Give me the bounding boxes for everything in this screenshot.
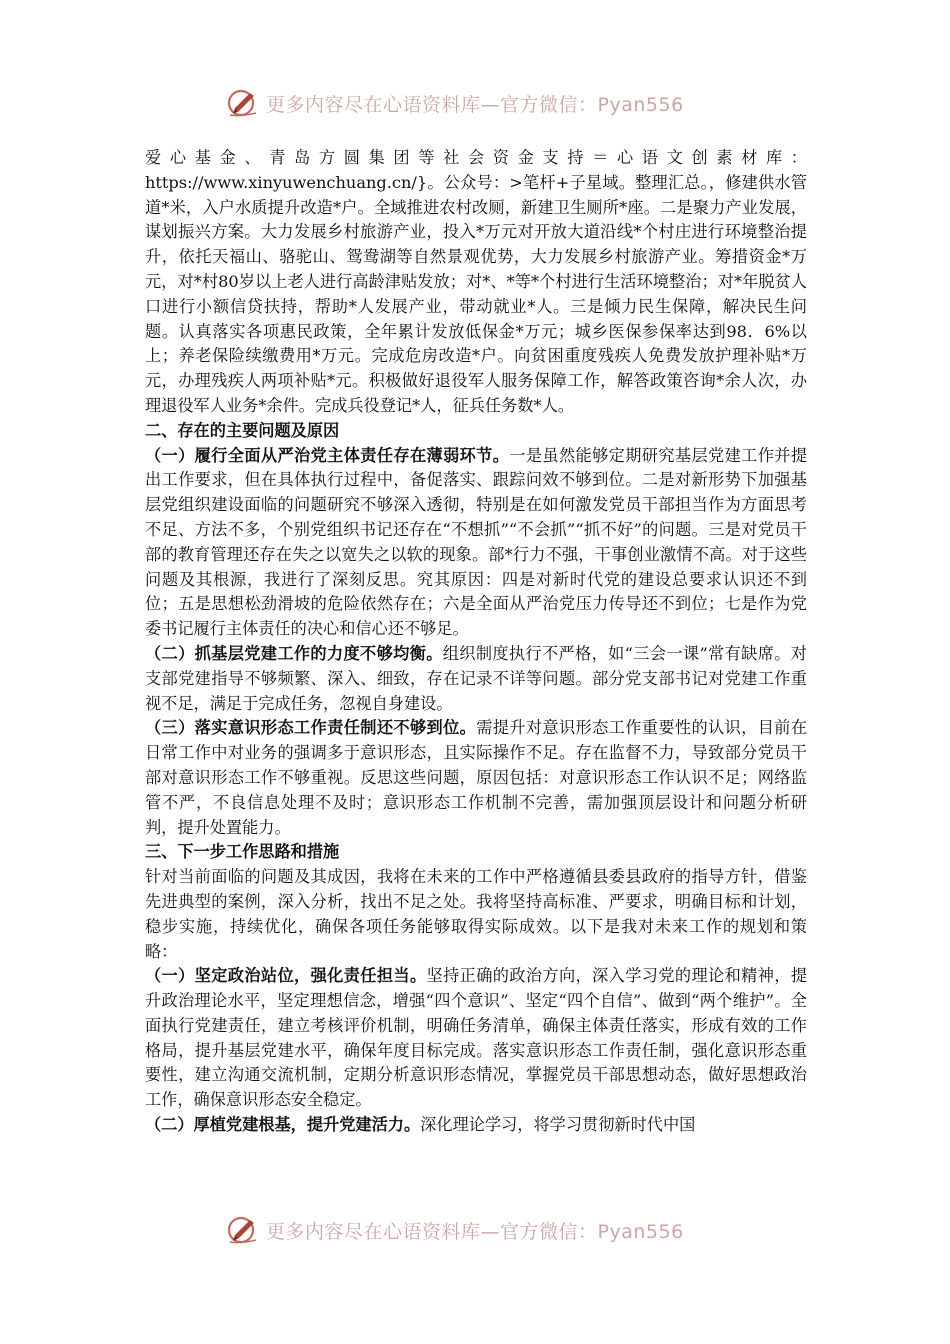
paragraph-problem-3	[145, 716, 807, 840]
paragraph-problem-1	[145, 444, 807, 642]
footer-watermark-banner	[226, 1212, 726, 1248]
paragraph-measures-intro: 针对当前面临的问题及其成因，我将在未来的工作中严格遵循县委县政府的指导方针，借鉴先进典型的案例，深入分析，找出不足之处。我将坚持高标准、严要求，明确目标和计划，稳步实施，持续优化，确保各项任务能够取得实际成效。以下是我对未来工作的规划和策略：	[145, 867, 807, 961]
measure-2-title: （二）厚植党建根基，提升党建活力。	[145, 1115, 421, 1135]
pen-logo-icon	[226, 86, 260, 120]
paragraph-measure-1	[145, 964, 807, 1113]
paragraph-measure-2	[145, 1113, 807, 1138]
measure-1-title: （一）坚定政治站位，强化责任担当。	[145, 966, 427, 986]
header-watermark-text: 更多内容尽在心语资料库—官方微信：Pyan556	[266, 93, 684, 116]
footer-watermark-text: 更多内容尽在心语资料库—官方微信：Pyan556	[266, 1220, 684, 1243]
section-heading-measures: 三、下一步工作思路和措施	[145, 842, 340, 862]
problem-3-title: （三）落实意识形态工作责任制还不够到位。	[145, 718, 477, 738]
paragraph-problem-2	[145, 642, 807, 716]
problem-1-title: （一）履行全面从严治党主体责任存在薄弱环节。	[145, 445, 510, 465]
problem-3-body: 需提升对意识形态工作重要性的认识，目前在日常工作中对业务的强调多于意识形态，且实际操作不足。存在监督不力，导致部分党员干部对意识形态工作不够重视。反思这些问题，原因包括：对意识形态工作认识不足；网络监管不严，不良信息处理不及时；意识形态工作机制不完善，需加强顶层设计和问题分析研判，提升处置能力。	[145, 718, 808, 837]
header-watermark-banner	[226, 85, 726, 121]
measure-2-body: 深化理论学习，将学习贯彻新时代中国	[420, 1115, 696, 1135]
problem-1-body: 一是虽然能够定期研究基层党建工作并提出工作要求，但在具体执行过程中，备促落实、跟踪问效不够到位。二是对新形势下加强基层党组织建设面临的问题研究不够深入透彻，特别是在如何激发党员干部担当作为方面思考不足、方法不多，个别党组织书记还存在“不想抓”“不会抓”“抓不好”的问题。三是对党员干部的教育管理还存在失之以宽失之以软的现象。部*行力不强，干事创业激情不高。对于这些问题及其根源，我进行了深刻反思。究其原因：四是对新时代党的建设总要求认识还不到位；五是思想松劲滑坡的危险依然存在；六是全面从严治党压力传导还不到位；七是作为党委书记履行主体责任的决心和信心还不够足。	[145, 445, 808, 639]
problem-2-title: （二）抓基层党建工作的力度不够均衡。	[145, 643, 443, 663]
paragraph-achievements: 爱心基金、青岛方圆集团等社会资金支持＝心语文创素材库：https://www.xinyuwenchuang.cn/}。公众号：>笔杆+子星域。整理汇总。，修建供水管道*米，入户水质提升改造*户。全域推进农村改厕，新建卫生厕所*座。二是聚力产业发展，谋划振兴方案。大力发展乡村旅游产业，投入*万元对开放大道沿线*个村庄进行环境整治提升，依托天福山、骆驼山、鸳鸯湖等自然景观优势，大力发展乡村旅游产业。筹措资金*万元，对*村80岁以上老人进行高龄津贴发放；对*、*等*个村进行生活环境整治；对*年脱贫人口进行小额信贷扶持，帮助*人发展产业，带动就业*人。三是倾力民生保障，解决民生问题。认真落实各项惠民政策，全年累计发放低保金*万元；城乡医保参保率达到98．6%以上；养老保险续缴费用*万元。完成危房改造*户。向贫困重度残疾人免费发放护理补贴*万元，办理残疾人两项补贴*元。积极做好退役军人服务保障工作，解答政策咨询*余人次，办理退役军人业务*余件。完成兵役登记*人，征兵任务数*人。	[145, 148, 807, 415]
problem-2-body: 组织制度执行不严格，如“三会一课”常有缺席。对支部党建指导不够频繁、深入、细致，存在记录不详等问题。部分党支部书记对党建工作重视不足，满足于完成任务，忽视自身建设。	[145, 643, 807, 713]
pen-logo-icon	[226, 1213, 260, 1247]
document-body	[145, 146, 807, 1138]
measure-1-body: 坚持正确的政治方向，深入学习党的理论和精神，提升政治理论水平，坚定理想信念，增强“四个意识”、坚定“四个自信”、做到“两个维护”。全面执行党建责任，建立考核评价机制，明确任务清单，确保主体责任落实，形成有效的工作格局，提升基层党建水平，确保年度目标完成。落实意识形态工作责任制，强化意识形态重要性，建立沟通交流机制，定期分析意识形态情况，掌握党员干部思想动态，做好思想政治工作，确保意识形态安全稳定。	[145, 966, 808, 1110]
section-heading-problems: 二、存在的主要问题及原因	[145, 420, 340, 440]
